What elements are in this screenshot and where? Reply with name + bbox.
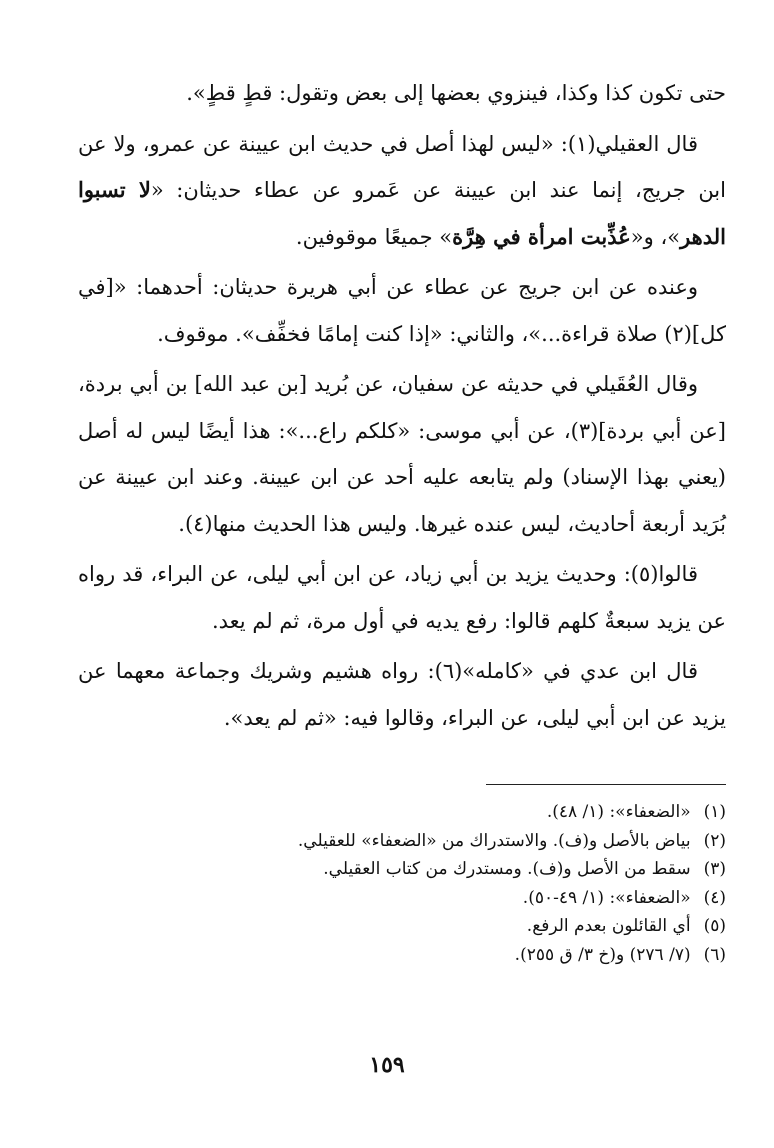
footnote (126, 855, 726, 884)
footnote (126, 884, 726, 913)
text-run: » جميعًا موقوفين. (295, 224, 453, 249)
paragraph (78, 648, 726, 741)
footnote-text: «الضعفاء»: (١/ ٤٩-٥٠). (522, 887, 691, 908)
text-run: »، و« (630, 224, 681, 249)
footnote-number: (٥) (703, 916, 726, 937)
text-run: قالوا(٥): وحديث يزيد بن أبي زياد، عن ابن أبي ليلى، عن البراء، قد رواه عن يزيد سبعةٌ كلهم قالوا: رفع يديه في أول مرة، ثم لم يعد. (78, 562, 726, 633)
footnote-text: «الضعفاء»: (١/ ٤٨). (546, 802, 691, 822)
footnote (126, 912, 726, 941)
footnote-number: (٦) (703, 944, 726, 965)
footnote (126, 798, 726, 827)
paragraph (78, 70, 726, 117)
main-text (78, 70, 726, 741)
text-run: وقال العُقَيلي في حديثه عن سفيان، عن بُريد [بن عبد الله] بن أبي بردة، [عن أبي بردة](٣)، عن أبي موسى: «كلكم راع...»: هذا أيضًا ليس له أصل (يعني بهذا الإسناد) ولم يتابعه عليه أحد عن ابن عيينة. وعند ابن عيينة عن بُرَيد أربعة أحاديث، ليس عنده غيرها. وليس هذا الحديث منها(٤). (78, 372, 726, 536)
text-run: وعنده عن ابن جريج عن عطاء عن أبي هريرة حديثان: أحدهما: «[في كل](٢) صلاة قراءة...»، والثاني: «إذا كنت إمامًا فخفِّف». موقوف. (78, 275, 726, 346)
footnote-number: (٣) (703, 859, 726, 880)
text-run: قال العقيلي(١): «ليس لهذا أصل في حديث ابن عيينة عن عمرو، ولا عن ابن جريج، إنما عند ابن عيينة عن عَمرو عن عطاء حديثان: « (78, 131, 726, 202)
bold-phrase: لا تسبوا الدهر (78, 177, 726, 249)
footnote-number: (٤) (703, 887, 726, 908)
footnote (126, 941, 726, 970)
footnote-text: أي القائلون بعدم الرفع. (526, 916, 691, 937)
footnote-separator (486, 784, 726, 785)
paragraph (78, 121, 726, 261)
text-run: قال ابن عدي في «كامله»(٦): رواه هشيم وشريك وجماعة معهما عن يزيد عن ابن أبي ليلى، عن البراء، وقالوا فيه: «ثم لم يعد». (78, 659, 726, 730)
footnote-text: سقط من الأصل و(ف). ومستدرك من كتاب العقيلي. (323, 859, 691, 880)
paragraph (78, 361, 726, 547)
footnote (126, 827, 726, 856)
footnote-number: (١) (703, 802, 726, 822)
footnote-text: بياض بالأصل و(ف). والاستدراك من «الضعفاء» للعقيلي. (297, 830, 691, 851)
footnote-text: (٧/ ٢٧٦) و(خ ٣/ ق ٢٥٥). (514, 944, 691, 965)
paragraph (78, 264, 726, 357)
paragraph (78, 551, 726, 644)
text-run: حتى تكون كذا وكذا، فينزوي بعضها إلى بعض وتقول: قطٍ قطٍ». (186, 81, 726, 105)
page-number: ١٥٩ (369, 1052, 405, 1078)
footnotes (126, 798, 726, 970)
bold-phrase: عُذِّبت امرأة في هِرَّة (452, 223, 631, 249)
footnote-number: (٢) (703, 830, 726, 851)
